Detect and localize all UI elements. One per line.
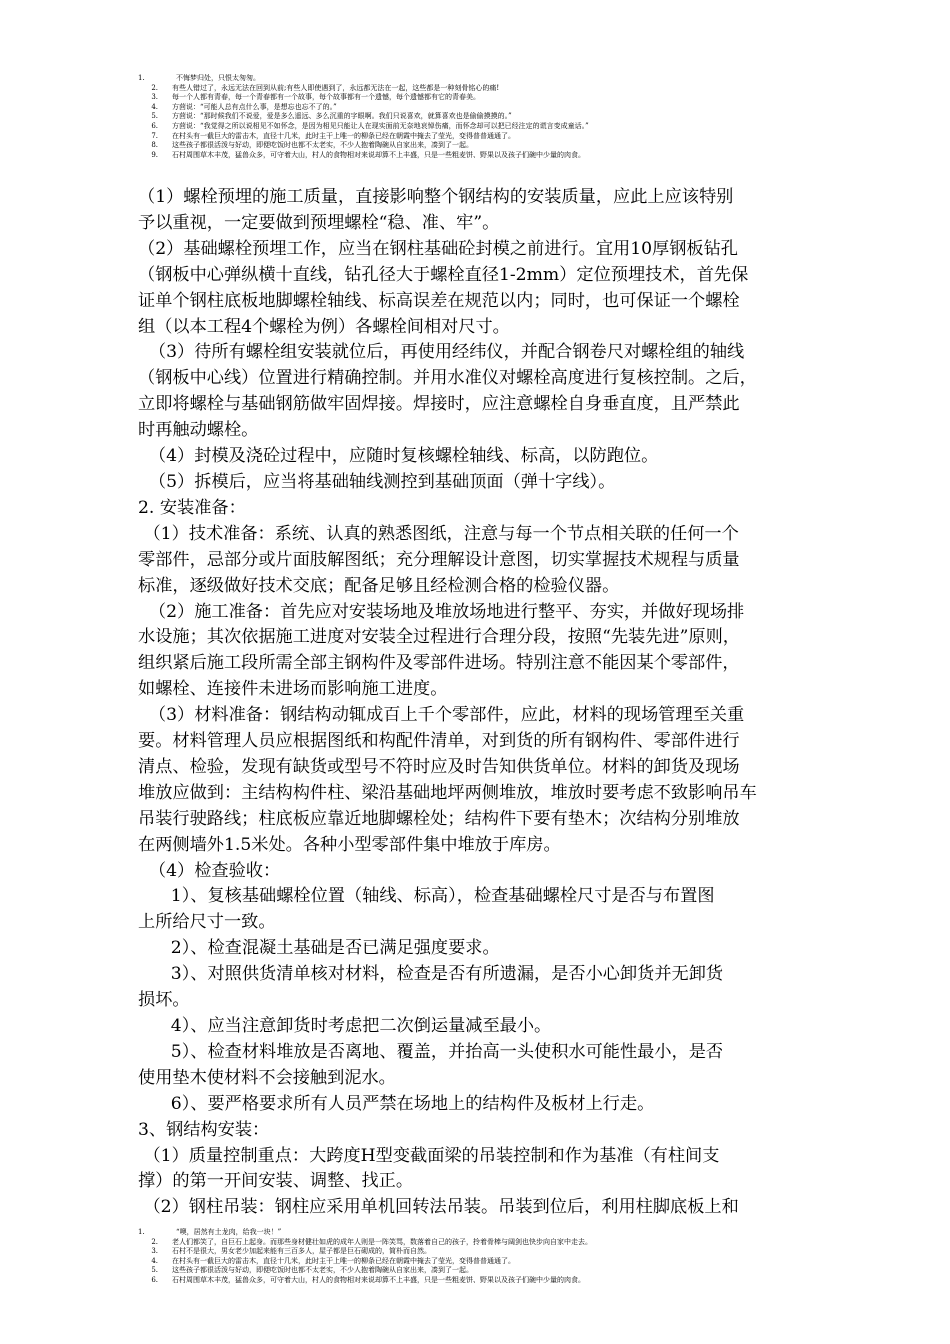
- note-text: 在村头有一截巨大的雷击木，直径十几米，此时主干上唯一的柳条已经在朝霞中掩去了莹光，变得普普通通了。: [172, 131, 515, 140]
- note-text: 石村不是很大，男女老少加起来能有三百多人，屋子都是巨石砌成的，简朴而自然。: [172, 1247, 431, 1256]
- body-line: 时再触动螺栓。: [138, 420, 259, 441]
- body-line: 如螺栓、连接件未进场而影响施工进度。: [138, 679, 448, 700]
- body-line: 证单个钢柱底板地脚螺栓轴线、标高误差在规范以内；同时，也可保证一个螺栓: [138, 290, 740, 311]
- note-text: 方茴说：“我觉得之所以说相见不如怀念，是因为相见只能让人在现实面前无奈地哀悼伤痛，而怀念却可以把已经注定的谎言变成童话。”: [172, 121, 589, 130]
- note-text: 石村周围草木丰茂，猛兽众多，可守着大山，村人的食物相对来说却算不上丰盛，只是一些粗麦饼、野果以及孩子们碗中少量的肉食。: [172, 150, 585, 159]
- note-text: 每一个人都有青春，每一个青春都有一个故事，每个故事都有一个遗憾，每个遗憾都有它的青春美。: [172, 93, 480, 102]
- header-note: [138, 132, 918, 142]
- body-line: （2）施工准备：首先应对安装场地及堆放场地进行整平、夯实，并做好现场排: [138, 601, 745, 622]
- body-line: 在两侧墙外1.5米处。各种小型零部件集中堆放于库房。: [138, 834, 561, 855]
- note-text: 方茴说：“可能人总有点什么事，是想忘也忘不了的。”: [172, 102, 337, 111]
- footer-notes: [138, 1228, 918, 1286]
- footer-note: [138, 1228, 918, 1238]
- body-line: （1）技术准备：系统、认真的熟悉图纸，注意与每一个节点相关联的任何一个: [138, 523, 739, 544]
- header-note: [138, 112, 918, 122]
- header-note: [138, 93, 918, 103]
- body-line: 标准，逐级做好技术交底；配备足够且经检测合格的检验仪器。: [138, 575, 620, 596]
- note-number: 1.: [138, 1228, 145, 1236]
- body-line: 3）、对照供货清单核对材料，检查是否有所遗漏，是否小心卸货并无卸货: [138, 964, 724, 985]
- body-line: （1）质量控制重点：大跨度H型变截面梁的吊装控制和作为基准（有柱间支: [138, 1145, 720, 1166]
- body-line: 撑）的第一开间安装、调整、找正。: [138, 1171, 414, 1192]
- body-line: （钢板中心弹纵横十直线，钻孔径大于螺栓直径1-2mm）定位预埋技术，首先保: [138, 264, 749, 285]
- header-note: [138, 141, 918, 151]
- note-number: 3.: [151, 1247, 158, 1256]
- note-text: 这些孩子都很活泼与好动，即便吃饭时也都不太老实，不少人抱着陶碗从自家出来，凑到了一起。: [172, 1266, 473, 1275]
- header-note: [138, 103, 918, 113]
- body-line: 清点、检验，发现有缺货或型号不符时应及时告知供货单位。材料的卸货及现场: [138, 756, 740, 777]
- header-notes: [138, 74, 918, 160]
- body-line: 组（以本工程4个螺栓为例）各螺栓间相对尺寸。: [138, 316, 510, 337]
- body-line: 上所给尺寸一致。: [138, 912, 276, 933]
- note-text: 这些孩子都很活泼与好动，即便吃饭时也都不太老实，不少人抱着陶碗从自家出来，凑到了一起。: [172, 141, 473, 150]
- note-number: 5.: [151, 112, 158, 121]
- footer-note: [138, 1238, 918, 1248]
- document-body: [138, 185, 818, 1221]
- body-line: （5）拆模后，应当将基础轴线测控到基础顶面（弹十字线）。: [138, 471, 616, 492]
- note-text: “噢，居然有土龙肉，给我一块！”: [176, 1228, 282, 1236]
- note-text: 方茴说：“那时候我们不说爱，爱是多么遥远、多么沉重的字眼啊。我们只说喜欢，就算喜欢也是偷偷摸摸的。”: [172, 112, 512, 121]
- note-text: 不悔梦归处，只恨太匆匆。: [176, 74, 260, 82]
- body-line: 吊装行驶路线；柱底板应靠近地脚螺栓处；结构件下要有垫木；次结构分别堆放: [138, 808, 740, 829]
- note-text: 在村头有一截巨大的雷击木，直径十几米，此时主干上唯一的柳条已经在朝霞中掩去了莹光，变得普普通通了。: [172, 1256, 515, 1265]
- body-line: 组织紧后施工段所需全部主钢构件及零部件进场。特别注意不能因某个零部件，: [138, 653, 740, 674]
- body-line: 予以重视，一定要做到预埋螺栓“稳、准、牢”。: [138, 212, 500, 233]
- body-line: 立即将螺栓与基础钢筋做牢固焊接。焊接时，应注意螺栓自身垂直度，且严禁此: [138, 394, 740, 415]
- note-number: 4.: [151, 1256, 158, 1265]
- footer-note: [138, 1247, 918, 1257]
- note-number: 6.: [151, 1275, 158, 1284]
- footer-note: [138, 1266, 918, 1276]
- footer-note: [138, 1276, 918, 1286]
- note-number: 5.: [151, 1266, 158, 1275]
- note-number: 6.: [151, 121, 158, 130]
- body-line: 要。材料管理人员应根据图纸和构配件清单，对到货的所有钢构件、零部件进行: [138, 731, 740, 752]
- body-line: （2）钢柱吊装：钢柱应采用单机回转法吊装。吊装到位后，利用柱脚底板上和: [138, 1197, 739, 1218]
- note-text: 有些人错过了，永远无法在回到从前;有些人即使遇到了，永远都无法在一起，这些都是一种刻骨铭心的痛!: [172, 83, 500, 92]
- body-line: 堆放应做到：主结构构件柱、梁沿基础地坪两侧堆放，堆放时要考虑不致影响吊车: [138, 782, 757, 803]
- body-line: （3）待所有螺栓组安装就位后，再使用经纬仪，并配合钢卷尺对螺栓组的轴线: [138, 342, 745, 363]
- note-number: 2.: [151, 1237, 158, 1246]
- body-line: 水设施；其次依据施工进度对安装全过程进行合理分段，按照“先装先进”原则，: [138, 627, 740, 648]
- body-line: （1）螺栓预埋的施工质量，直接影响整个钢结构的安装质量，应此上应该特别: [138, 187, 734, 207]
- note-text: 石村周围草木丰茂，猛兽众多，可守着大山，村人的食物相对来说却算不上丰盛，只是一些粗麦饼、野果以及孩子们碗中少量的肉食。: [172, 1275, 585, 1284]
- section-heading: 2. 安装准备：: [138, 497, 246, 518]
- body-line: 零部件，忌部分或片面肢解图纸；充分理解设计意图，切实掌握技术规程与质量: [138, 549, 740, 570]
- note-number: 7.: [151, 131, 158, 140]
- body-line: （4）检查验收：: [138, 860, 281, 881]
- note-number: 2.: [151, 83, 158, 92]
- note-number: 9.: [151, 150, 158, 159]
- note-number: 4.: [151, 102, 158, 111]
- note-number: 3.: [151, 93, 158, 102]
- header-note: [138, 74, 918, 84]
- body-line: （2）基础螺栓预埋工作，应当在钢柱基础砼封模之前进行。宜用10厚钢板钻孔: [138, 238, 738, 259]
- note-number: 8.: [151, 141, 158, 150]
- body-line: （3）材料准备：钢结构动辄成百上千个零部件，应此，材料的现场管理至关重: [138, 705, 745, 726]
- body-line: 使用垫木使材料不会接触到泥水。: [138, 1067, 396, 1088]
- note-number: 1.: [138, 74, 145, 82]
- section-heading: 3、钢结构安装：: [138, 1119, 270, 1140]
- body-line: 4）、应当注意卸货时考虑把二次倒运量减至最小。: [138, 1016, 552, 1036]
- body-line: 2）、检查混凝土基础是否已满足强度要求。: [138, 938, 500, 959]
- body-line: 6）、要严格要求所有人员严禁在场地上的结构件及板材上行走。: [138, 1093, 655, 1114]
- header-note: [138, 122, 918, 132]
- body-line: （钢板中心线）位置进行精确控制。并用水准仪对螺栓高度进行复核控制。之后，: [138, 368, 757, 389]
- footer-note: [138, 1257, 918, 1267]
- body-line: （4）封模及浇砼过程中，应随时复核螺栓轴线、标高，以防跑位。: [138, 446, 659, 467]
- header-note: [138, 84, 918, 94]
- body-line: 损坏。: [138, 990, 190, 1011]
- body-line: 5）、检查材料堆放是否离地、覆盖，并抬高一头使积水可能性最小，是否: [138, 1041, 724, 1062]
- header-note: [138, 151, 918, 161]
- body-line: 1）、复核基础螺栓位置（轴线、标高），检查基础螺栓尺寸是否与布置图: [138, 886, 715, 907]
- note-text: 老人们都笑了，自巨石上起身。而那些身材健壮如虎的成年人则是一阵笑骂，数落着自己的孩子，拎着骨棒与阔剑也快步向自家中走去。: [172, 1237, 592, 1246]
